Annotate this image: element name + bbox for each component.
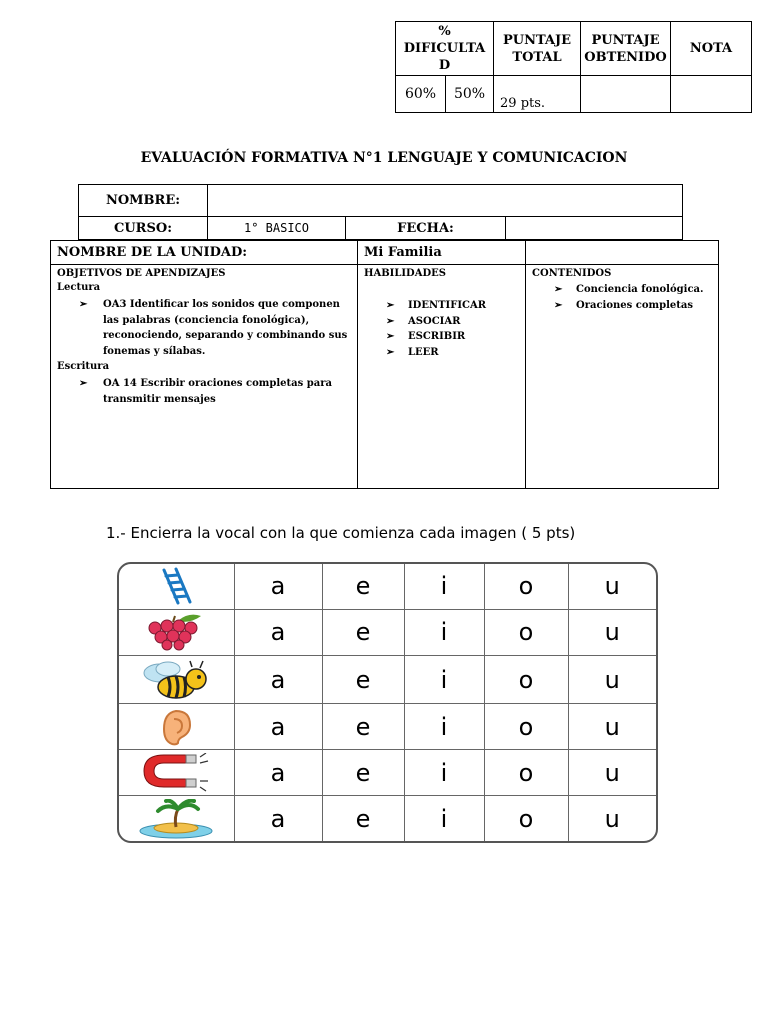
- vowel-option-a[interactable]: a: [234, 704, 322, 750]
- habilidad-item: ➢ LEER: [364, 345, 519, 361]
- unit-value: Mi Familia: [358, 241, 526, 265]
- vowel-option-o[interactable]: o: [484, 750, 568, 796]
- curso-label: CURSO:: [79, 217, 208, 240]
- bee-icon: [119, 655, 234, 703]
- vowel-option-e[interactable]: e: [322, 609, 404, 655]
- ladder-icon: [119, 564, 234, 609]
- unit-label: NOMBRE DE LA UNIDAD:: [51, 241, 358, 265]
- nota-value[interactable]: [671, 76, 752, 113]
- vowel-option-e[interactable]: e: [322, 564, 404, 609]
- dificultad-60: 60%: [396, 76, 446, 113]
- vowel-option-a[interactable]: a: [234, 796, 322, 841]
- vowel-option-i[interactable]: i: [404, 750, 484, 796]
- puntaje-obtenido-header: PUNTAJE OBTENIDO: [581, 22, 671, 76]
- vowel-option-i[interactable]: i: [404, 564, 484, 609]
- vowel-option-a[interactable]: a: [234, 655, 322, 703]
- vowel-option-u[interactable]: u: [568, 750, 656, 796]
- magnet-icon: [119, 750, 234, 796]
- dificultad-header: % DIFICULTA D: [396, 22, 494, 76]
- habilidad-item: ➢ IDENTIFICAR: [364, 298, 519, 314]
- oa3-item: ➢ OA3 Identificar los sonidos que componen las palabras (conciencia fonológica), reconociendo, separando y combinando sus fonemas y sílabas.: [79, 299, 348, 357]
- habilidades-heading: HABILIDADES: [364, 268, 446, 279]
- island-icon: [119, 796, 234, 841]
- vowel-option-i[interactable]: i: [404, 655, 484, 703]
- vowel-option-i[interactable]: i: [404, 796, 484, 841]
- student-table: [78, 184, 683, 240]
- habilidad-item: ➢ ASOCIAR: [364, 314, 519, 330]
- vowel-option-u[interactable]: u: [568, 564, 656, 609]
- vowel-option-o[interactable]: o: [484, 796, 568, 841]
- fecha-label: FECHA:: [346, 217, 506, 240]
- vowel-option-a[interactable]: a: [234, 564, 322, 609]
- vowel-row: [119, 655, 656, 703]
- vowel-option-e[interactable]: e: [322, 704, 404, 750]
- lectura-heading: Lectura: [57, 282, 101, 293]
- vowel-option-u[interactable]: u: [568, 704, 656, 750]
- arrow-icon: ➢: [386, 315, 395, 327]
- curso-value: 1° BASICO: [208, 217, 346, 240]
- vowel-option-u[interactable]: u: [568, 796, 656, 841]
- vowel-option-u[interactable]: u: [568, 609, 656, 655]
- nota-header: NOTA: [671, 22, 752, 76]
- fecha-field[interactable]: [506, 217, 683, 240]
- vowel-option-o[interactable]: o: [484, 564, 568, 609]
- contenido-item: ➢ Oraciones completas: [532, 298, 712, 314]
- vowel-option-a[interactable]: a: [234, 609, 322, 655]
- vowel-row: [119, 564, 656, 609]
- unit-empty: [526, 241, 719, 265]
- unit-table: [50, 240, 719, 489]
- arrow-icon: ➢: [554, 299, 563, 311]
- vowel-option-i[interactable]: i: [404, 609, 484, 655]
- puntaje-obtenido-value[interactable]: [581, 76, 671, 113]
- vowel-option-o[interactable]: o: [484, 655, 568, 703]
- nombre-field[interactable]: [208, 185, 683, 217]
- vowel-row: [119, 750, 656, 796]
- contenidos-heading: CONTENIDOS: [532, 268, 612, 279]
- grapes-icon: [119, 609, 234, 655]
- vowel-option-o[interactable]: o: [484, 609, 568, 655]
- vowel-option-u[interactable]: u: [568, 655, 656, 703]
- dificultad-50: 50%: [446, 76, 494, 113]
- arrow-icon: ➢: [79, 378, 88, 389]
- vowel-option-i[interactable]: i: [404, 704, 484, 750]
- habilidades-cell: [358, 265, 526, 489]
- vowel-option-o[interactable]: o: [484, 704, 568, 750]
- vowel-option-a[interactable]: a: [234, 750, 322, 796]
- arrow-icon: ➢: [386, 346, 395, 358]
- vowel-row: [119, 609, 656, 655]
- arrow-icon: ➢: [554, 284, 563, 295]
- contenidos-cell: [526, 265, 719, 489]
- vowel-row: [119, 704, 656, 750]
- page-title: EVALUACIÓN FORMATIVA N°1 LENGUAJE Y COMUNICACION: [140, 150, 628, 166]
- arrow-icon: ➢: [79, 299, 88, 310]
- question-1: 1.- Encierra la vocal con la que comienza cada imagen ( 5 pts): [106, 524, 576, 542]
- oa14-item: ➢ OA 14 Escribir oraciones completas para transmitir mensajes: [79, 378, 332, 405]
- vowel-option-e[interactable]: e: [322, 750, 404, 796]
- vowel-grid: [117, 562, 658, 843]
- puntaje-total-header: PUNTAJE TOTAL: [494, 22, 581, 76]
- arrow-icon: ➢: [386, 300, 395, 311]
- habilidad-item: ➢ ESCRIBIR: [364, 329, 519, 345]
- contenido-item: ➢ Conciencia fonológica.: [532, 282, 712, 298]
- score-table: [395, 21, 752, 113]
- objetivos-heading: OBJETIVOS DE APENDIZAJES: [57, 268, 226, 279]
- arrow-icon: ➢: [386, 331, 395, 342]
- vowel-option-e[interactable]: e: [322, 796, 404, 841]
- escritura-heading: Escritura: [57, 361, 110, 372]
- vowel-row: [119, 796, 656, 841]
- vowel-option-e[interactable]: e: [322, 655, 404, 703]
- objetivos-cell: [51, 265, 358, 489]
- ear-icon: [119, 704, 234, 750]
- nombre-label: NOMBRE:: [79, 185, 208, 217]
- puntaje-total-value: 29 pts.: [494, 76, 581, 113]
